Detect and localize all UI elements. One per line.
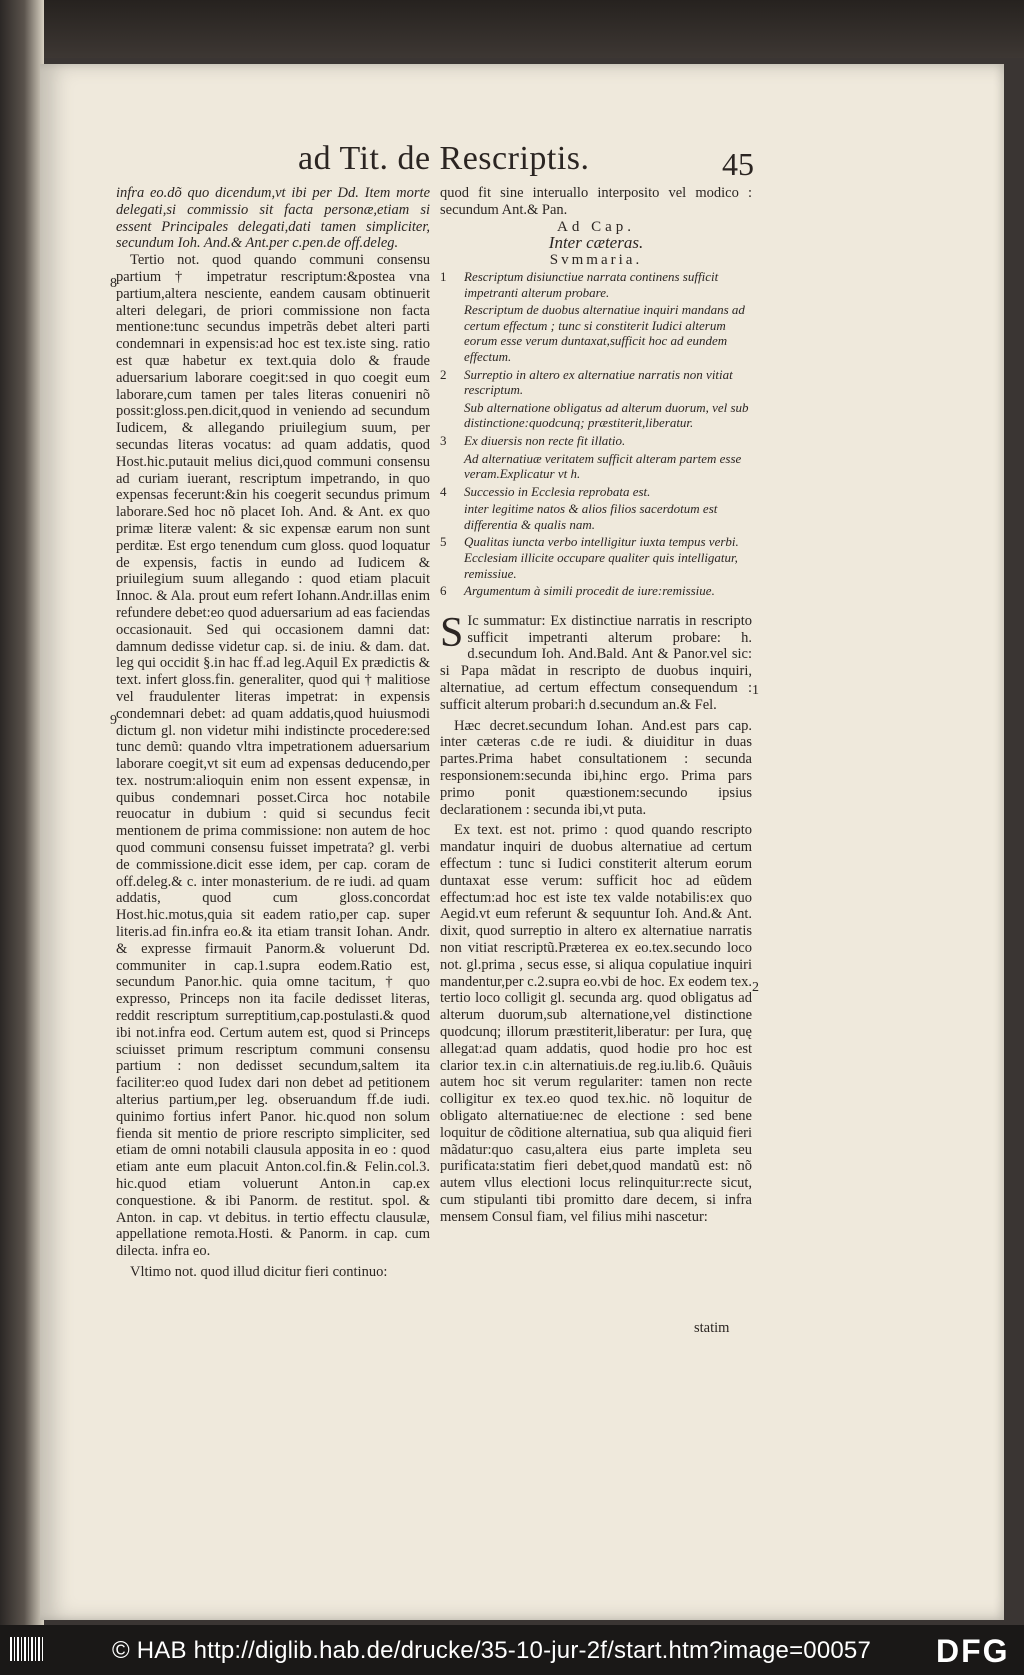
footer-bar <box>0 1625 1024 1675</box>
book-spine <box>0 0 44 1625</box>
summaria-subitem: Sub alternatione obligatus ad alterum duorum, vel sub distinctione:quodcunq; præstiterit,liberatur. <box>464 399 749 431</box>
summaria-item <box>440 583 752 599</box>
summaria-item <box>440 269 752 300</box>
book-top-shadow <box>0 0 1024 58</box>
right-paragraph: Ex text. est not. primo : quod quando rescripto mandatur inquiri de duobus alternatiue ad certum effectum : tunc si Iudici constiterit alterum eorum duntaxat esse verum: sufficit hoc ad eũdem effectum:ad hoc est iste tex valde notabilis:ex quo Aegid.vt eum referunt & sequuntur Ioh. And.& Ant. dixit, quod surreptio in altero ex alternatiue narratis non vitiat rescriptũ.Præterea ex eo.tex.secundo loco not. gl.prima , secus esse, si aliqua copulatiue inquiri mandentur,per c.2.supra eo.vbi de hoc. Ex eodem tex. tertio loco colligit gl. secunda arg. quod obligatus ad alterum duorum,sub alternatione,vel distinctione quodcunq; illorum præstiterit,liberatur: per Iura, quę allegat:ad quam addatis, quod hodie pro hoc est clarior tex.in c.in alternatiuis.de reg.iu.lib.6. Quãuis autem hoc sit verum regulariter: tamen non recte colligitur ex tex.eo quod tex.hic. nõ loquitur de obligato alternatiue:nec de electione : sed bene loquitur de cõditione alternatiua, sub qua aliquid fieri mãdatur:quo casu,altera eius parte impleta seu purificata:statim fieri debet,quod mandatũ est: nõ autem vllus electioni locus relinquitur:recte sicut, cum stipulanti tibi promitto dare decem, si infra mensem Consul fiam, vel filius mihi nascetur: <box>440 822 752 1225</box>
summaria-title: Svmmaria. <box>549 252 643 269</box>
summaria-item <box>440 484 752 500</box>
catchword: statim <box>694 1320 730 1336</box>
summaria-text: Rescriptum disiunctiue narrata continens sufficit impetranti alterum probare. <box>464 268 719 300</box>
summaria-subitem: Rescriptum de duobus alternatiue inquiri mandans ad certum effectum ; tunc si constiterit Iudici alterum eorum esse verum duntaxat,sufficit hoc ad eundem effectum. <box>464 302 745 364</box>
right-paragraph <box>440 609 752 714</box>
chapter-heading: Inter cæteras. <box>548 233 644 253</box>
summaria-text: Surreptio in altero ex alternatiue narratis non vitiat rescriptum. <box>464 366 733 398</box>
summaria-number: 3 <box>440 432 447 448</box>
left-column <box>116 185 430 1281</box>
right-column <box>440 185 752 1226</box>
margin-number: 9 <box>110 713 117 728</box>
summaria-text: Ex diuersis non recte fit illatio. <box>464 432 626 448</box>
drop-capital: S <box>440 609 464 656</box>
left-paragraph: Vltimo not. quod illud dicitur fieri continuo: <box>130 1264 388 1280</box>
summaria-item <box>440 433 752 449</box>
summaria-number: 5 <box>440 534 447 550</box>
summaria-text: Qualitas iuncta verbo intelligitur iuxta tempus verbi. Ecclesiam illicite occupare qualiter quis intelligatur, remissiue. <box>464 534 739 581</box>
right-top-paragraph: quod fit sine interuallo interposito vel modico : secundum Ant.& Pan. <box>440 185 752 218</box>
margin-number: 8 <box>110 276 117 291</box>
left-paragraph: infra eo.dõ quo dicendum,vt ibi per Dd. Item morte delegati,si commissio sit facta personæ,etiam si essent Principales delegati,dati tamen simpliciter, secundum Ioh. And.& Ant.per c.pen.de off.deleg. <box>116 185 430 252</box>
summaria-number: 6 <box>440 583 447 599</box>
summaria-item <box>440 367 752 398</box>
summaria-text: Successio in Ecclesia reprobata est. <box>464 483 651 499</box>
summaria-text: Argumentum à simili procedit de iure:remissiue. <box>464 583 715 599</box>
margin-number: 1 <box>752 683 759 698</box>
summaria-number: 4 <box>440 483 447 499</box>
running-title: ad Tit. de Rescriptis. <box>298 140 590 177</box>
folio-number: 45 <box>722 146 754 182</box>
source-link[interactable]: © HAB http://diglib.hab.de/drucke/35-10-jur-2f/start.htm?image=00057 <box>112 1637 872 1664</box>
dfg-logo: DFG <box>936 1633 1010 1669</box>
summaria-subitem: inter legitime natos & alios filios sacerdotum est differentia & qualis nam. <box>464 501 718 532</box>
margin-number: 2 <box>752 980 759 995</box>
right-paragraph-text: Ic summatur: Ex distinctiue narratis in rescripto sufficit impetranti alterum probare: h. d.secundum Ioh. And.Bald. Ant & Panor.vel sic: si Papa mãdat in rescripto de duobus inquiri, alternatiue, ad certum effectum consequendum : sufficit alterum probari:h d.secundum an.& Fel. <box>440 612 752 713</box>
ad-cap-label: Ad Cap. <box>557 218 635 235</box>
barcode-icon <box>10 1637 44 1661</box>
summaria-number: 2 <box>440 366 447 382</box>
summaria-item <box>440 534 752 581</box>
summaria-subitem: Ad alternatiuæ veritatem sufficit alteram partem esse veram.Explicatur vt h. <box>464 450 742 482</box>
right-paragraph: Hæc decret.secundum Iohan. And.est pars cap. inter cæteras c.de re iudi. & diuiditur in duas partes.Prima habet consultationem : secunda responsionem:secunda ibi,hinc ergo. Prima pars primo ponit quæstionem:secundo ipsius declarationem : secunda ibi,vt puta. <box>440 717 752 818</box>
left-paragraph: Tertio not. quod quando communi consensu partium † impetratur rescriptum:&postea vna partium,altera nesciente, eandem causam obtinuerit alteri delegari, de priori commissione non facta mentione:tunc secundus impetrãs debet alteri parti condemnari in expensis:ad hoc est tex.iste sing. ratio est quæ habetur ex text.quia dolo & fraude aduersarium laborare coegit:sed in quo coegit eum laborare,cum tamen per tales literas conueniri nõ possit:gloss.pen.dicit,quod in veniendo ad secundum Iudicem, & allegando priuilegium suum, per secundas literas vocatus: ad quam addatis, quod Host.hic.putauit melius dici,quod communi consensu ad curiam iuerant, rescriptum impetrando, in quo expensas fecerunt:&in his coegerit secundus primum laborare.Sed hoc nõ placet Ioh. And. & Ant. ex quo primæ literæ valent: & sic expensæ earum non sunt perditæ. Est ergo tenendum cum gloss. quod loquatur de expensis, factis in eundo ad Iudicem & priuilegium suum allegando : quod etiam placuit Innoc. & Ala. prout eum refert Iohann.Andr.illas enim refundere debet:eo quod aduersarium ad eas faciendas occasionauit. Sed qui occasionem damni dat: damnum dedisse videtur cap. si. de iniu. & dam. dat. leg qui occidit §.in hac ff.ad leg.Aquil Ex prædictis & text. infert gloss.fin. generaliter, quod qui † malitiose vel fraudulenter literas impetrat: in expensis condemnari debet: ad quam addatis,quod huiusmodi dictum gl. non videtur mihi indistincte procedere:sed tunc demũ: quando vltra impetrationem aduersarium laborare coegit,vt sit eum ad expensas deducendo,per tex. nostrum:alioquin enim non essent expensæ, in quibus condemnari posset.Circa hoc notabile reuocatur in dubium : quid si secundus fecit mentionem de prima commissione: non autem de hoc quod communi consensu fuisset impetrata? gl. verbi de commissione.dicit esse idem, per cap. coram de off.deleg.& c. inter monasterium. de re iudi. ad quam addatis, quod cum gloss.concordat Host.hic.motus,quia sit eadem ratio,per cap. super literis.ad fin.infra eo.& ita etiam transit Iohan. Andr. & expresse firmauit Panorm.& voluerunt Dd. communiter in cap.1.supra eodem.Ratio est, secundum Panor.hic. quia omne tacitum, † quo expresso, Princeps non ita facile dedisset literas, reddit rescriptum surreptitium,cap.postulasti.& quod ibi not.infra eod. Certum autem est, quod si Princeps sciuisset primum rescriptum communi consensu partium : non dedisset secundum,saltem ita faciliter:eo quod Iudex dari non debet ad petitionem alterius partium,per leg. obseruandum ff.de iudi. quinimo fortius infert Panor. hic.quod non solum fienda sit mentio de priore rescripto simpliciter, sed etiam de omni notabili clausula apposita in eo : quod etiam ante eum placuit Anton.col.fin.& Felin.col.3. hic.quod etiam voluerunt Anton.in cap.ex conquestione. & ibi Panorm. de restitut. spol. & Anton. in cap. vt debitus. in tertio effectu clausulæ, appellatione remota.Hosti. & Panorm. in cap. cum dilecta. infra eo. <box>116 252 431 1260</box>
summaria-number: 1 <box>440 268 447 284</box>
